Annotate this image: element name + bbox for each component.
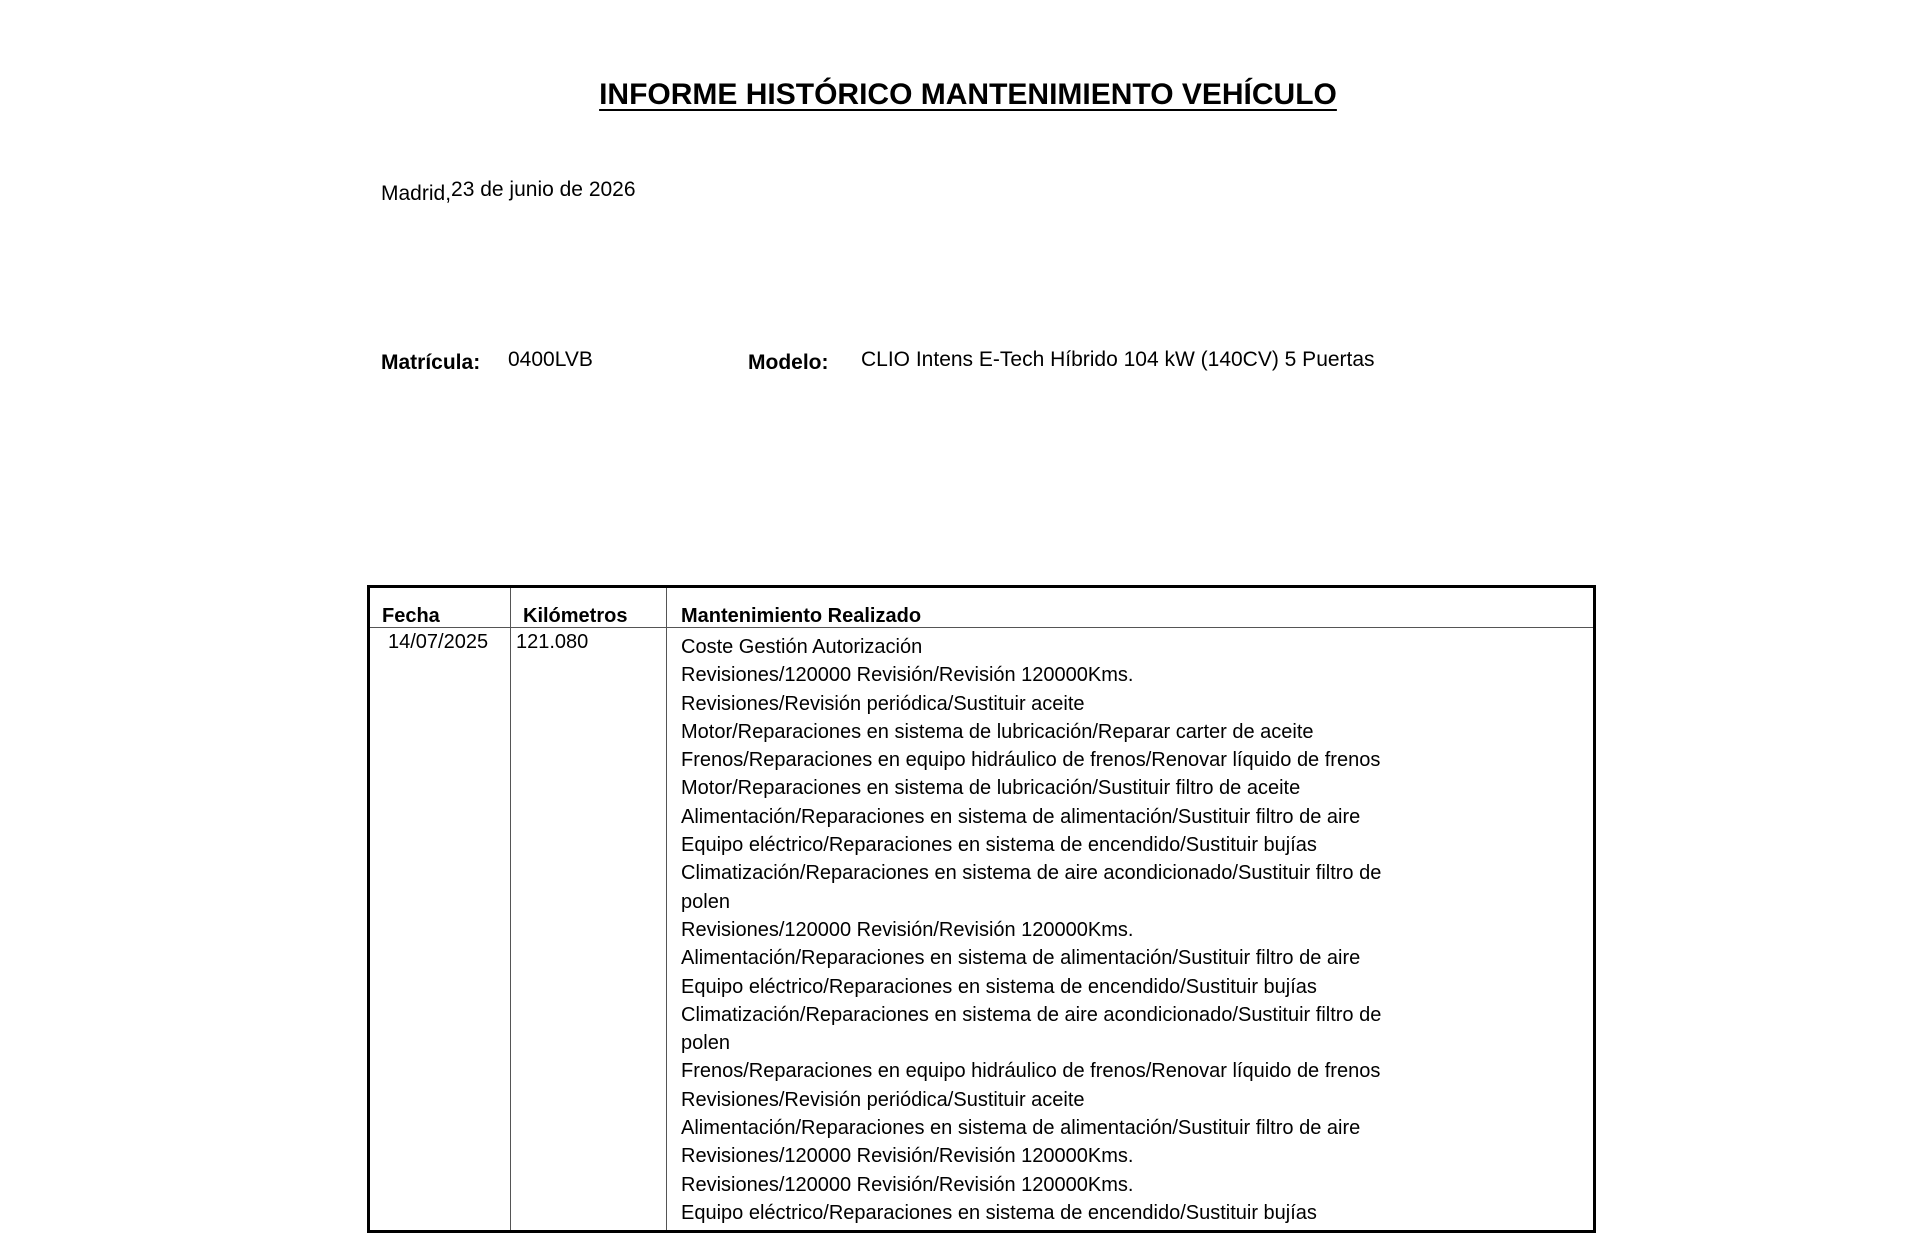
plate-value: 0400LVB bbox=[508, 348, 593, 371]
maintenance-item: Alimentación/Reparaciones en sistema de alimentación/Sustituir filtro de aire bbox=[681, 1117, 1361, 1140]
row-date: 14/07/2025 bbox=[388, 631, 489, 653]
maintenance-item: Equipo eléctrico/Reparaciones en sistema de encendido/Sustituir bujías bbox=[681, 834, 1317, 857]
plate-label: Matrícula: bbox=[381, 351, 481, 374]
report-date: 23 de junio de 2026 bbox=[451, 178, 636, 201]
column-divider bbox=[666, 588, 667, 1230]
maintenance-item: Frenos/Reparaciones en equipo hidráulico de frenos/Renovar líquido de frenos bbox=[681, 749, 1381, 772]
model-value: CLIO Intens E-Tech Híbrido 104 kW (140CV) 5 Puertas bbox=[861, 348, 1375, 371]
column-divider bbox=[510, 588, 511, 1230]
model-label: Modelo: bbox=[748, 351, 829, 374]
maintenance-item: Equipo eléctrico/Reparaciones en sistema de encendido/Sustituir bujías bbox=[681, 1201, 1317, 1224]
header-maintenance: Mantenimiento Realizado bbox=[681, 605, 922, 627]
maintenance-item: Revisiones/Revisión periódica/Sustituir aceite bbox=[681, 1088, 1085, 1111]
report-title: INFORME HISTÓRICO MANTENIMIENTO VEHÍCULO bbox=[599, 78, 1337, 111]
maintenance-item: Revisiones/120000 Revisión/Revisión 120000Kms. bbox=[681, 1173, 1134, 1196]
maintenance-item: Climatización/Reparaciones en sistema de aire acondicionado/Sustituir filtro de polen bbox=[681, 1003, 1382, 1055]
maintenance-item: Alimentación/Reparaciones en sistema de alimentación/Sustituir filtro de aire bbox=[681, 947, 1361, 970]
maintenance-item: Coste Gestión Autorización bbox=[681, 636, 923, 658]
maintenance-item: Revisiones/Revisión periódica/Sustituir aceite bbox=[681, 692, 1085, 715]
maintenance-item: Revisiones/120000 Revisión/Revisión 120000Kms. bbox=[681, 1145, 1134, 1168]
maintenance-item: Revisiones/120000 Revisión/Revisión 120000Kms. bbox=[681, 664, 1134, 687]
maintenance-item: Climatización/Reparaciones en sistema de aire acondicionado/Sustituir filtro de polen bbox=[681, 862, 1382, 913]
maintenance-list bbox=[681, 633, 1421, 1227]
maintenance-item: Frenos/Reparaciones en equipo hidráulico de frenos/Renovar líquido de frenos bbox=[681, 1060, 1381, 1083]
row-km: 121.080 bbox=[516, 631, 589, 653]
maintenance-item: Alimentación/Reparaciones en sistema de alimentación/Sustituir filtro de aire bbox=[681, 805, 1361, 828]
header-km: Kilómetros bbox=[523, 605, 628, 627]
maintenance-item: Revisiones/120000 Revisión/Revisión 120000Kms. bbox=[681, 918, 1134, 941]
city: Madrid, bbox=[381, 182, 452, 205]
maintenance-table bbox=[367, 585, 1596, 1233]
maintenance-item: Motor/Reparaciones en sistema de lubricación/Reparar carter de aceite bbox=[681, 720, 1314, 743]
maintenance-item: Equipo eléctrico/Reparaciones en sistema de encendido/Sustituir bujías bbox=[681, 975, 1317, 998]
maintenance-item: Motor/Reparaciones en sistema de lubricación/Sustituir filtro de aceite bbox=[681, 777, 1301, 800]
header-date: Fecha bbox=[382, 605, 440, 627]
place-date bbox=[381, 178, 636, 205]
